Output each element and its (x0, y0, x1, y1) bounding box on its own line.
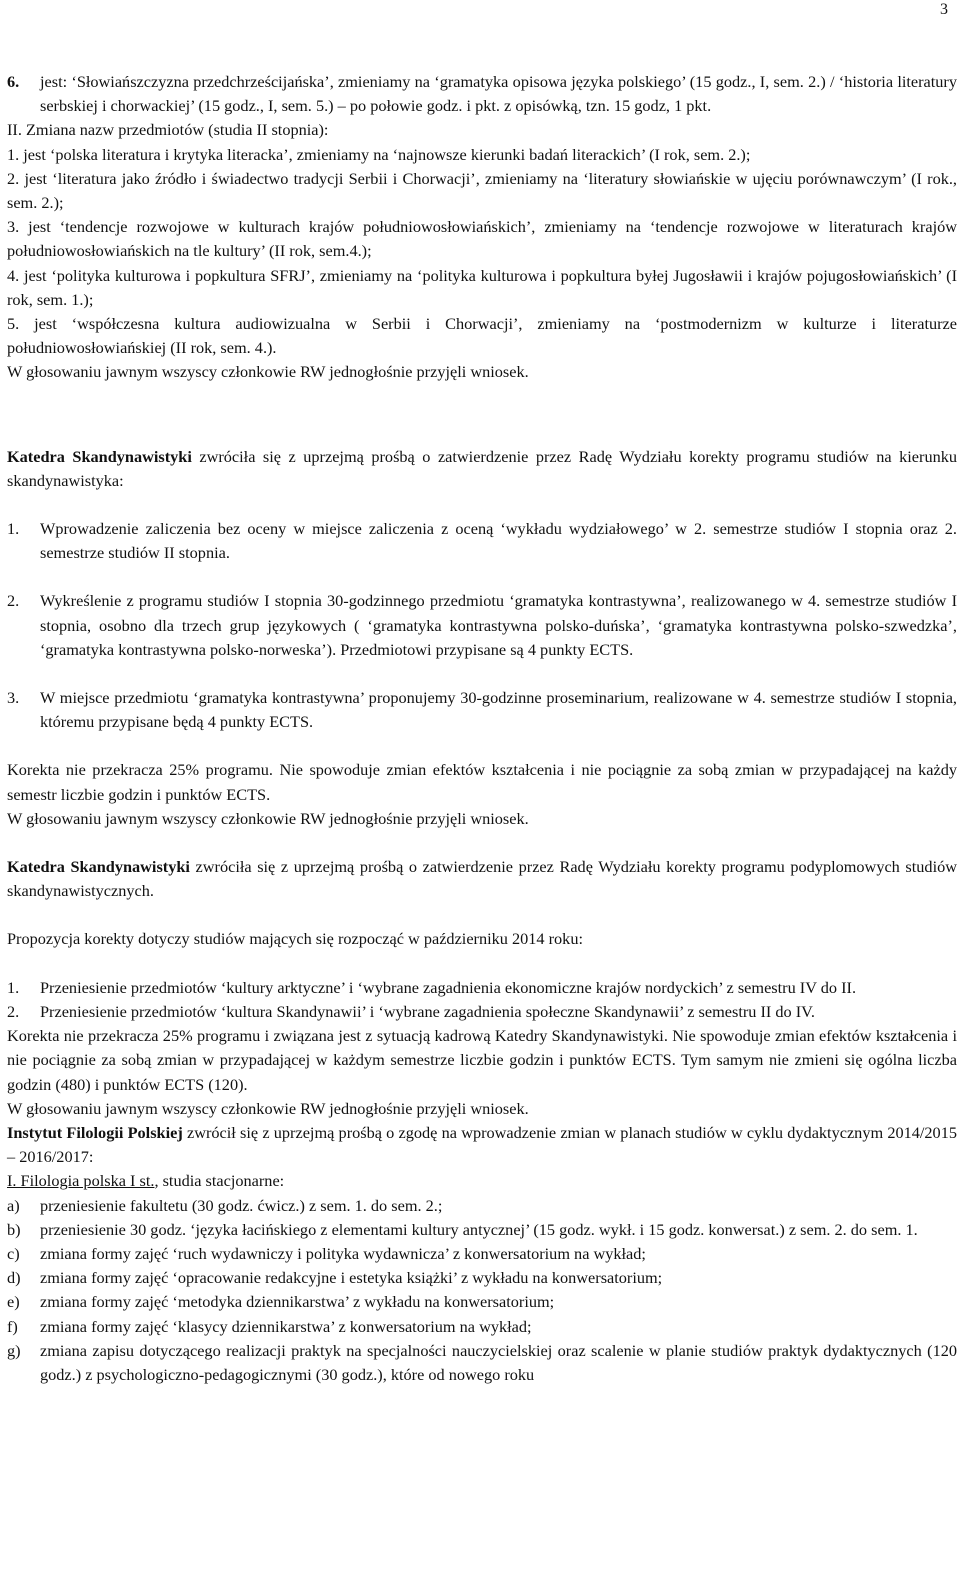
vote-statement-3: W głosowaniu jawnym wszyscy członkowie RW jednogłośnie przyjęli wniosek. (7, 1098, 529, 1118)
polish-philology-request (7, 1121, 957, 1169)
rename-line-3: 3. jest ‘tendencje rozwojowe w kulturach krajów południowosłowiańskich’, zmieniamy na ‘tendencje rozwojowe w literaturach krajów południowosłowiańskich na tle kultury’ (II rok, sem.4.); (7, 217, 957, 261)
item-6 (7, 70, 957, 118)
list-item-number: 2. (7, 1001, 20, 1021)
polish-philology-changes-list (7, 1194, 957, 1388)
list-item-text: Wykreślenie z programu studiów I stopnia 30-godzinnego przedmiotu ‘gramatyka kontrastywna’, realizowanego w 4. semestrze studiów I stopnia, osobno dla trzech grup językowych ( ‘gramatyka kontrastywna polsko-duńska’, ‘gramatyka kontrastywna polsko-szwedzka’, ‘gramatyka kontrastywna polsko-norweska’). Przedmiotowi przypisane są 4 punkty ECTS. (40, 591, 957, 659)
list-item-text: zmiana formy zajęć ‘opracowanie redakcyjne i estetyka książki’ z wykładu na konwersatorium; (40, 1268, 663, 1288)
vote-statement-1: W głosowaniu jawnym wszyscy członkowie RW jednogłośnie przyjęli wniosek. (7, 362, 529, 382)
list-item (7, 1315, 957, 1339)
list-item-text: Przeniesienie przedmiotów ‘kultury arktyczne’ i ‘wybrane zagadnienia ekonomiczne krajów nordyckich’ z semestru IV do II. (40, 977, 857, 997)
list-item-letter: f) (7, 1316, 18, 1336)
scandinavian-changes-list (7, 517, 957, 565)
list-item-letter: d) (7, 1268, 21, 1288)
correction-note-2: Korekta nie przekracza 25% programu i związana jest z sytuacją kadrową Katedry Skandynawistyki. Nie spowoduje zmian efektów kształcenia i nie pociągnie za sobą zmian w przypadającej w każdym semestrze liczbie godzin i punktów ECTS. Tym samym nie zmieni się ogólna liczba godzin (480) i punktów ECTS (120). (7, 1026, 957, 1094)
rename-line-2: 2. jest ‘literatura jako źródło i świadectwo tradycji Serbii i Chorwacji’, zmieniamy na ‘literatury słowiańskie w ujęciu porównawczym’ (I rok., sem. 2.); (7, 168, 957, 213)
vote-statement-2: W głosowaniu jawnym wszyscy członkowie RW jednogłośnie przyjęli wniosek. (7, 808, 529, 828)
list-item (7, 1266, 957, 1290)
list-item (7, 1194, 957, 1218)
page-number: 3 (940, 1, 948, 18)
proposal-statement: Propozycja korekty dotyczy studiów mających się rozpocząć w październiku 2014 roku: (7, 929, 583, 949)
list-item-text: przeniesienie 30 godz. ‘języka łacińskiego z elementami kultury antycznej’ (15 godz. wykł. i 15 godz. konwersat.) z sem. 2. do sem. 1. (40, 1219, 918, 1239)
program-name: I. Filologia polska I st. (7, 1171, 155, 1191)
rename-heading: II. Zmiana nazw przedmiotów (studia II stopnia): (7, 120, 329, 140)
list-item-number: 1. (7, 977, 20, 997)
list-item (7, 1290, 957, 1314)
department-name: Katedra Skandynawistyki (7, 446, 192, 466)
list-item (7, 589, 957, 662)
list-item (7, 1339, 957, 1387)
list-item (7, 1000, 957, 1024)
list-item (7, 1218, 957, 1242)
document-body (7, 70, 957, 1387)
list-item-text: W miejsce przedmiotu ‘gramatyka kontrastywna’ proponujemy 30-godzinne proseminarium, realizowane w 4. semestrze studiów I stopnia, któremu przypisane będą 4 punkty ECTS. (40, 688, 957, 732)
list-item (7, 686, 957, 734)
scandinavian-changes-list (7, 589, 957, 662)
request-text: zwróciła się z uprzejmą prośbą o zatwierdzenie przez Radę Wydziału korekty programu studiów na kierunku skandynawistyka: (7, 446, 958, 490)
rename-line-5: 5. jest ‘współczesna kultura audiowizualna w Serbii i Chorwacji’, zmieniamy na ‘postmodernizm w kulturze i literaturze południowosłowiańskiej (II rok, sem. 4.). (7, 314, 957, 358)
list-item-letter: c) (7, 1243, 20, 1263)
list-item (7, 1242, 957, 1266)
scandinavian-changes-list (7, 686, 957, 734)
rename-line-4: 4. jest ‘polityka kulturowa i popkultura SFRJ’, zmieniamy na ‘polityka kulturowa i popkultura byłej Jugosławii i krajów pojugosłowiańskich’ (I rok, sem. 1.); (7, 265, 957, 309)
list-item-text: Przeniesienie przedmiotów ‘kultura Skandynawii’ i ‘wybrane zagadnienia społeczne Skandynawii’ z semestru II do IV. (40, 1001, 815, 1021)
institute-name: Instytut Filologii Polskiej (7, 1122, 183, 1142)
list-item-letter: a) (7, 1195, 20, 1215)
program-subheading (7, 1169, 957, 1193)
list-item (7, 517, 957, 565)
item-6-list (7, 70, 957, 118)
scandinavian-request-1 (7, 445, 957, 493)
list-item-number: 1. (7, 519, 20, 539)
list-item-text: zmiana formy zajęć ‘ruch wydawniczy i polityka wydawnicza’ z konwersatorium na wykład; (40, 1243, 646, 1263)
list-item-text: Wprowadzenie zaliczenia bez oceny w miejsce zaliczenia z oceną ‘wykładu wydziałowego’ w 2. semestrze studiów I stopnia oraz 2. semestrze studiów II stopnia. (40, 519, 957, 563)
list-item-letter: e) (7, 1292, 20, 1312)
list-item-text: przeniesienie fakultetu (30 godz. ćwicz.) z sem. 1. do sem. 2.; (40, 1195, 443, 1215)
item-6-number: 6. (7, 72, 20, 91)
rename-line-1: 1. jest ‘polska literatura i krytyka literacka’, zmieniamy na ‘najnowsze kierunki badań literackich’ (I rok, sem. 2.); (7, 144, 751, 164)
list-item-letter: g) (7, 1340, 21, 1360)
list-item-text: zmiana formy zajęć ‘klasycy dziennikarstwa’ z konwersatorium na wykład; (40, 1316, 532, 1336)
request-text: zwrócił się z uprzejmą prośbą o zgodę na wprowadzenie zmian w planach studiów w cyklu dydaktycznym 2014/2015 – 2016/2017: (7, 1122, 957, 1167)
list-item-text: zmiana zapisu dotyczącego realizacji praktyk na specjalności nauczycielskiej oraz scalenie w planie studiów praktyk dydaktycznych (120 godz.) z psychologiczno-pedagogicznymi (30 godz.), które od nowego roku (40, 1340, 957, 1384)
list-item (7, 976, 957, 1000)
request-text: zwróciła się z uprzejmą prośbą o zatwierdzenie przez Radę Wydziału korekty programu podyplomowych studiów skandynawistycznych. (7, 857, 957, 901)
list-item-text: zmiana formy zajęć ‘metodyka dziennikarstwa’ z wykładu na konwersatorium; (40, 1292, 555, 1312)
correction-note-1: Korekta nie przekracza 25% programu. Nie spowoduje zmian efektów kształcenia i nie pociągnie za sobą zmian w przypadającej na każdy semestr liczbie godzin i punktów ECTS. (7, 760, 957, 804)
scandinavian-request-2 (7, 855, 957, 903)
postgraduate-changes-list (7, 976, 957, 1024)
list-item-letter: b) (7, 1219, 21, 1239)
program-mode: , studia stacjonarne: (154, 1171, 285, 1191)
department-name: Katedra Skandynawistyki (7, 857, 190, 877)
item-6-text: jest: ‘Słowiańszczyzna przedchrześcijańska’, zmieniamy na ‘gramatyka opisowa języka polskiego’ (15 godz., I, sem. 2.) / ‘historia literatury serbskiej i chorwackiej’ (15 godz., I, sem. 5.) – po połowie godz. i pkt. z opisówką, tzn. 15 godz, 1 pkt. (40, 72, 957, 116)
list-item-number: 2. (7, 591, 20, 611)
list-item-number: 3. (7, 688, 20, 708)
